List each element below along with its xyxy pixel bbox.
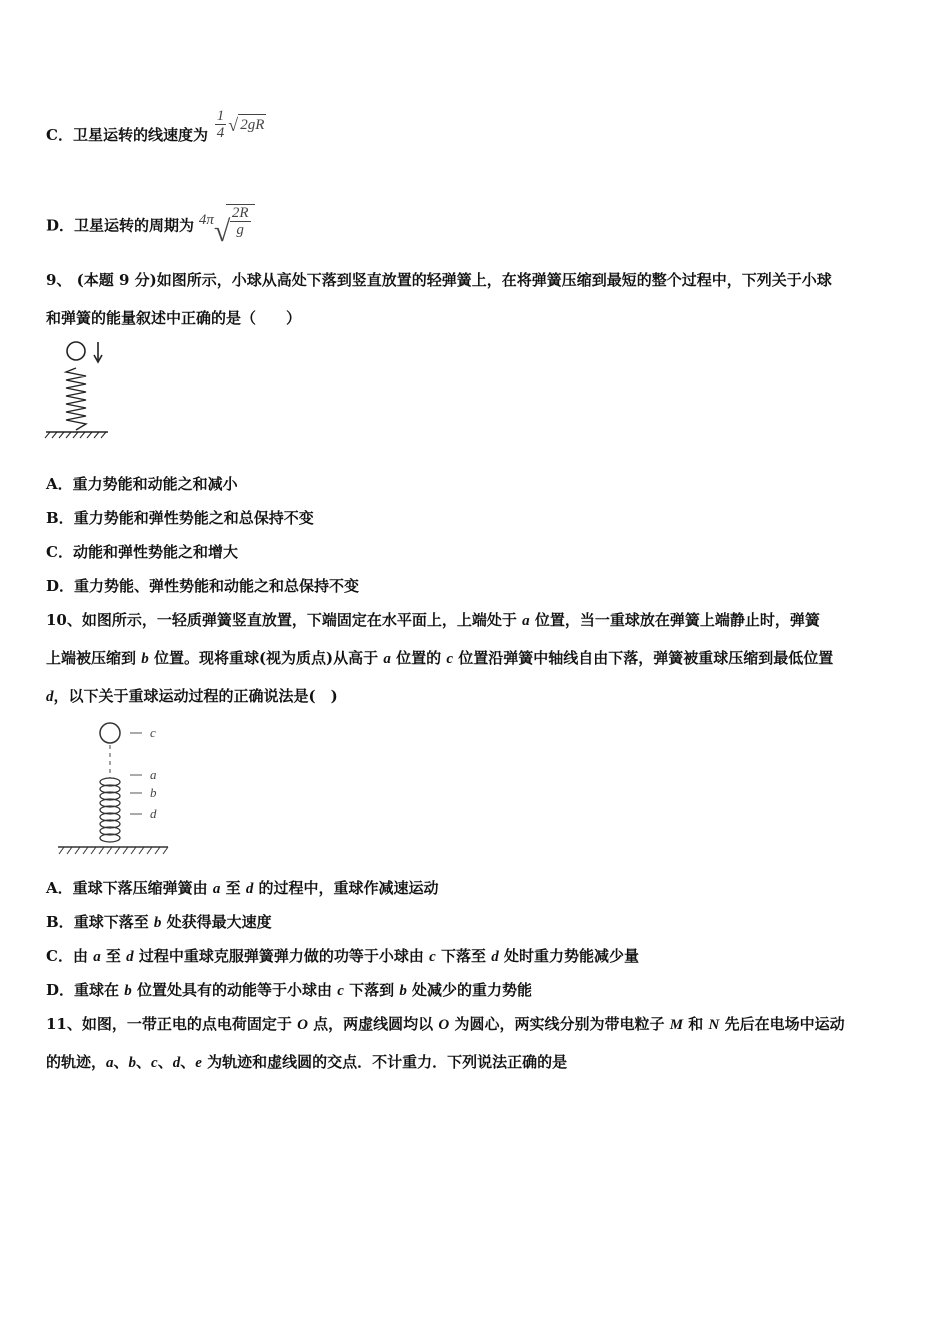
label-a: a: [150, 767, 157, 782]
ball: [67, 342, 85, 360]
label-b: b: [150, 785, 157, 800]
q10-option-d: D．重球在 b 位置处具有的动能等于小球由 c 下落到 b 处减少的重力势能: [46, 981, 533, 999]
label-d: d: [150, 806, 157, 821]
option-text: 卫星运转的线速度为: [72, 125, 208, 144]
coil-spring: [100, 778, 120, 842]
q10-stem-line2: 上端被压缩到 b 位置。现将重球(视为质点)从高于 a 位置的 c 位置沿弹簧中轴线自由下落，弹簧被重球压缩到最低位置: [46, 649, 834, 667]
q8-option-c: [46, 108, 266, 153]
q9-option-b: B．重力势能和弹性势能之和总保持不变: [46, 509, 314, 527]
q10-spring-figure: [56, 718, 176, 860]
q9-stem-line1: 9、 (本题 9 分)如图所示，小球从高处下落到竖直放置的轻弹簧上，在将弹簧压缩到最短的整个过程中，下列关于小球: [46, 271, 832, 289]
q11-stem-line2: 的轨迹，a、b、c、d、e 为轨迹和虚线圆的交点．不计重力．下列说法正确的是: [46, 1053, 568, 1071]
formula-velocity: $\frac{1}{4}$ √ 2gR: [216, 108, 265, 141]
q10-option-a: A．重球下落压缩弹簧由 a 至 d 的过程中，重球作减速运动: [46, 879, 439, 897]
q8-option-d: [46, 205, 255, 248]
q10-option-c: C．由 a 至 d 过程中重球克服弹簧弹力做的功等于小球由 c 下落至 d 处时重力势能减少量: [46, 947, 639, 965]
option-text: 卫星运转的周期为: [74, 216, 195, 235]
q9-stem-line2: 和弹簧的能量叙述中正确的是（ ）: [46, 309, 302, 327]
ball: [100, 723, 120, 743]
spring: [66, 368, 86, 430]
q9-option-a: A．重力势能和动能之和减小: [46, 475, 238, 493]
q10-stem-line1: 10、如图所示，一轻质弹簧竖直放置，下端固定在水平面上，上端处于 a 位置，当一重球放在弹簧上端静止时，弹簧: [46, 611, 820, 629]
q10-option-b: B．重球下落至 b 处获得最大速度: [46, 913, 272, 931]
formula-period: 4π √ $\frac{2R}{g}$: [199, 212, 255, 228]
q10-stem-line3: d，以下关于重球运动过程的正确说法是( ): [46, 687, 338, 705]
q9-option-d: D．重力势能、弹性势能和动能之和总保持不变: [46, 577, 360, 595]
option-label: C．: [46, 125, 73, 144]
q9-option-c: C．动能和弹性势能之和增大: [46, 543, 238, 561]
q9-spring-figure: [44, 338, 114, 440]
option-label: D．: [46, 216, 75, 235]
label-c: c: [150, 725, 156, 740]
q11-stem-line1: 11、如图，一带正电的点电荷固定于 O 点，两虚线圆均以 O 为圆心，两实线分别为带电粒子 M 和 N 先后在电场中运动: [46, 1015, 845, 1033]
